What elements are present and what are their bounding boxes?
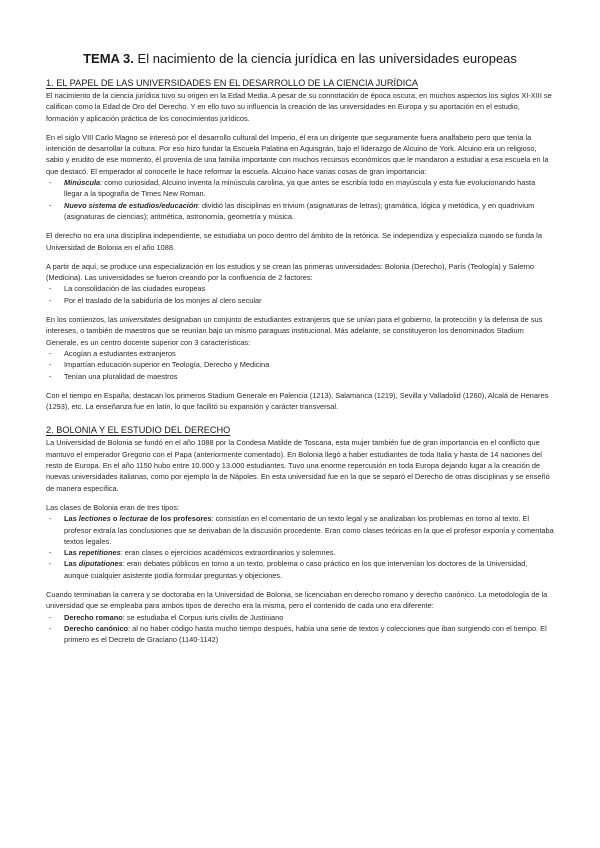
section-2-heading: 2. BOLONIA Y EL ESTUDIO DEL DERECHO — [46, 425, 231, 436]
list-item-term: o — [110, 514, 120, 524]
list-item — [46, 200, 554, 223]
section-1-paragraph-5 — [46, 314, 554, 348]
list-item-term: Las — [64, 559, 79, 569]
list-item-text: : eran clases o ejercicios académicos extraordinarios y solemnes. — [120, 548, 336, 558]
list-item — [46, 612, 554, 623]
title-text: El nacimiento de la ciencia jurídica en las universidades europeas — [133, 51, 517, 66]
list-item-text: : se estudiaba el Corpus iuris civilis de Justiniano — [122, 612, 284, 622]
list-item-term: Minúscula — [64, 178, 101, 188]
list-item-term: de los profesores — [147, 514, 212, 524]
list-item — [46, 623, 554, 646]
list-item-term: repetitiones — [78, 548, 121, 558]
list-item-text: : dividió las disciplinas en trivium (asignaturas de letras); gramática, lógica y metódica, y en quadrivium (asignaturas de ciencias); aritmética, astronomía, geometría y música. — [64, 200, 535, 221]
list-item-term: Nuevo sistema de estudios/educación — [64, 200, 198, 210]
section-2-list-classes — [46, 513, 554, 581]
paragraph-term: universitates — [119, 315, 162, 325]
list-item: - Impartían educación superior en Teología, Derecho y Medicina — [46, 359, 554, 370]
list-item-term: Las — [64, 548, 79, 558]
section-1-paragraph-2: En el siglo VIII Carlo Magno se interesó por el desarrollo cultural del Imperio, él era un dirigente que seguramente fuera analfabeto pero que tenía la intención de desarrollar la cultura. Por eso hizo fundar la Escuela Palatina en Aquisgrán, bajo el liderazgo de Alcuino de York. Alcuino era un religioso, sabio y erudito de ese momento, él provenía de una familia importante con muchos recursos económicos que le mandaron a estudiar a esa escuela en la que destacó. El emperador al conocerle le hace reformar la escuela. Alcuino hace varias cosas de gran importancia: — [46, 132, 549, 176]
paragraph-text: designaban un conjunto de estudiantes extranjeros que se unían para el gobierno, la protección y la defensa de sus intereses, o también de maestros que se reunían bajo un mismo paraguas institucional. Más adelante, se constituyeron los denominados Stadium Generale, es un centro docente superior con 3 características: — [46, 315, 543, 347]
list-item — [46, 177, 554, 200]
list-item — [46, 547, 554, 558]
list-item-term: lectiones — [78, 514, 111, 524]
list-item: - Acogían a estudiantes extranjeros — [46, 348, 554, 359]
section-1-paragraph-6: Con el tiempo en España, destacan los primeros Stadium Generale en Palencia (1213), Salamanca (1219), Sevilla y Valladolid (1260), Alcalá de Henares (1293), etc. La enseñanza fue en latín, lo que facilitó su expansión y carácter transversal. — [46, 390, 549, 412]
list-item-text: : consistían en el comentario de un texto legal y se analizaban los problemas en torno al texto. El profesor extraía las conclusiones que se derivaban de la discusión procedente. Eran como clases teóricas en la que el profesor exponía y comentaba textos legales. — [64, 514, 554, 546]
section-2-paragraph-1: La Universidad de Bolonia se fundó en el año 1088 por la Condesa Matilde de Toscana, esta mujer también fue de gran importancia en el conflicto que mantuvo el emperador Gregorio con el Papa (anteriormente comentado). En Bolonia llegó a haber estudiantes de toda Italia y hasta de 14 naciones del resto de Europa. En el año 1150 hubo entre 10.000 y 13.000 estudiantes. Tuvo una enorme repercusión en toda Europa dejando lugar a la creación de nuevas universidades italianas, como por ejemplo la de Nápoles. En esta universidad fue en la que se separó el Derecho de otras disciplinas y se enseñó de manera específica. — [46, 438, 550, 493]
section-1-paragraph-4: A partir de aquí, se produce una especialización en los estudios y se crean las primeras universidades: Bolonia (Derecho), París (Teología) y Salerno (Medicina). Las universidades se fueron creando por la confluencia de 2 factores: — [46, 261, 535, 283]
section-1-paragraph-3: El derecho no era una disciplina independiente, se estudiaba un poco dentro del ámbito de la retórica. Se independiza y especializa cuando se funda la Universidad de Bolonia en el año 1088. — [46, 231, 542, 252]
page-title — [46, 50, 554, 67]
list-item-text: : como curiosidad, Alcuino inventa la minúscula carolina, ya que antes se escribía todo en mayúscula y esta fue evolucionando hasta llegar a la tipografía de Times New Roman. — [64, 178, 536, 199]
section-2-paragraph-2: Las clases de Bolonia eran de tres tipos: — [46, 502, 180, 512]
list-item-term: Las — [64, 514, 79, 524]
paragraph-text: En los comienzos, las — [46, 315, 120, 325]
list-item-term: Derecho romano — [64, 612, 123, 622]
section-2-paragraph-3: Cuando terminaban la carrera y se doctoraba en la Universidad de Bolonia, se licenciaban en derecho romano y derecho canónico. La metodología de la universidad que se empleaba para ambos tipos de derecho era la misma, pero el contenido de cada uno era diferente: — [46, 589, 548, 611]
list-item — [46, 558, 554, 581]
list-item — [46, 513, 554, 547]
list-item-text: : eran debates públicos en torno a un texto, problema o caso práctico en los que intervenían los doctores de la Universidad, aunque cualquier asistente podía formular preguntas y objeciones. — [64, 559, 528, 580]
list-item-text: : al no haber código hasta mucho tiempo después, había una serie de textos y colecciones que iban surgiendo con el tiempo. El primero es el Decreto de Graciano (1140-1142) — [64, 623, 547, 645]
list-item-term: Derecho canónico — [64, 623, 129, 633]
section-1-heading: 1. EL PAPEL DE LAS UNIVERSIDADES EN EL DESARROLLO DE LA CIENCIA JURÍDICA — [46, 78, 419, 88]
section-1-paragraph-1: El nacimiento de la ciencia jurídica tuvo su origen en la Edad Media. A pesar de su connotación de época oscura, en muchos aspectos los siglos XI-XIII se califican como la Edad de Oro del Derecho. Y en ello tuvo su influencia la creación de las universidades en Europa y su aportación en el estudio, formación y aplicación práctica de los conocimientos jurídicos. — [46, 91, 552, 123]
list-item: - La consolidación de las ciudades europeas — [46, 283, 554, 294]
section-1-list-alcuino — [46, 177, 554, 222]
section-1-list-factors — [46, 283, 554, 306]
list-item: - Por el traslado de la sabiduría de los monjes al clero secular — [46, 295, 554, 306]
list-item: - Tenían una pluralidad de maestros — [46, 371, 554, 382]
section-1-list-characteristics — [46, 348, 554, 382]
title-number: TEMA 3. — [83, 51, 134, 66]
list-item-term: lecturae — [119, 514, 148, 524]
section-2-list-law-types — [46, 612, 554, 646]
list-item-term: diputationes — [78, 559, 123, 569]
